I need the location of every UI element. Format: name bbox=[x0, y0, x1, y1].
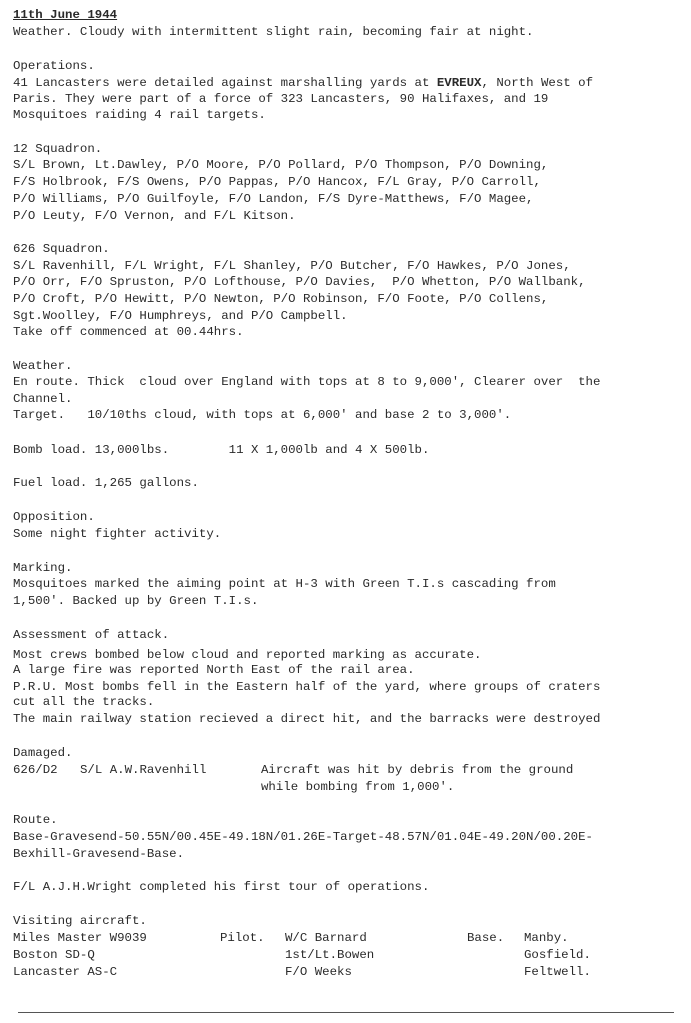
opposition-heading: Opposition. bbox=[13, 510, 95, 524]
squadron-626-crew-line: P/O Croft, P/O Hewitt, P/O Newton, P/O Robinson, F/O Foote, P/O Collens, bbox=[13, 292, 549, 306]
assessment-line: P.R.U. Most bombs fell in the Eastern half of the yard, where groups of craters bbox=[13, 680, 601, 694]
route-line: Base-Gravesend-50.55N/00.45E-49.18N/01.26E-Target-48.57N/01.04E-49.20N/00.20E- bbox=[13, 830, 593, 844]
squadron-626-heading: 626 Squadron. bbox=[13, 242, 110, 256]
visiting-base: Gosfield. bbox=[524, 948, 591, 962]
squadron-12-crew-line: F/S Holbrook, F/S Owens, P/O Pappas, P/O Hancox, F/L Gray, P/O Carroll, bbox=[13, 175, 541, 189]
assessment-heading: Assessment of attack. bbox=[13, 628, 170, 642]
fuel-load: Fuel load. 1,265 gallons. bbox=[13, 476, 199, 490]
visiting-pilot: 1st/Lt.Bowen bbox=[285, 948, 375, 962]
assessment-line: The main railway station recieved a direct hit, and the barracks were destroyed bbox=[13, 712, 601, 726]
visiting-aircraft-name: Miles Master W9039 bbox=[13, 931, 147, 945]
squadron-12-crew-line: S/L Brown, Lt.Dawley, P/O Moore, P/O Pollard, P/O Thompson, P/O Downing, bbox=[13, 158, 549, 172]
squadron-12-crew-line: P/O Williams, P/O Guilfoyle, F/O Landon, F/S Dyre-Matthews, F/O Magee, bbox=[13, 192, 534, 206]
assessment-line: A large fire was reported North East of the rail area. bbox=[13, 663, 415, 677]
marking-line: 1,500'. Backed up by Green T.I.s. bbox=[13, 594, 259, 608]
visiting-aircraft-name: Boston SD-Q bbox=[13, 948, 95, 962]
operations-line-2: Paris. They were part of a force of 323 Lancasters, 90 Halifaxes, and 19 bbox=[13, 92, 549, 106]
entry-date: 11th June 1944 bbox=[13, 8, 118, 22]
assessment-line: Most crews bombed below cloud and reported marking as accurate. bbox=[13, 648, 482, 662]
weather-summary: Weather. Cloudy with intermittent slight rain, becoming fair at night. bbox=[13, 25, 534, 39]
squadron-626-crew-line: P/O Orr, F/O Spruston, P/O Lofthouse, P/O Davies, P/O Whetton, P/O Wallbank, bbox=[13, 275, 586, 289]
assessment-line: cut all the tracks. bbox=[13, 695, 155, 709]
operations-line-1: 41 Lancasters were detailed against marshalling yards at EVREUX, North West of bbox=[13, 76, 594, 90]
route-line: Bexhill-Gravesend-Base. bbox=[13, 847, 185, 861]
squadron-12-crew-line: P/O Leuty, F/O Vernon, and F/L Kitson. bbox=[13, 209, 296, 223]
tour-completion-note: F/L A.J.H.Wright completed his first tour of operations. bbox=[13, 880, 430, 894]
take-off-time: Take off commenced at 00.44hrs. bbox=[13, 325, 244, 339]
marking-heading: Marking. bbox=[13, 561, 73, 575]
route-heading: Route. bbox=[13, 813, 58, 827]
marking-line: Mosquitoes marked the aiming point at H-3 with Green T.I.s cascading from bbox=[13, 577, 556, 591]
bomb-load: Bomb load. 13,000lbs. 11 X 1,000lb and 4 X 500lb. bbox=[13, 443, 430, 457]
visiting-pilot: F/O Weeks bbox=[285, 965, 352, 979]
weather-heading: Weather. bbox=[13, 359, 73, 373]
opposition-text: Some night fighter activity. bbox=[13, 527, 222, 541]
operations-line-3: Mosquitoes raiding 4 rail targets. bbox=[13, 108, 266, 122]
damaged-note-cont: while bombing from 1,000'. bbox=[261, 780, 455, 794]
operations-heading: Operations. bbox=[13, 59, 95, 73]
visiting-aircraft-heading: Visiting aircraft. bbox=[13, 914, 147, 928]
weather-target: Target. 10/10ths cloud, with tops at 6,000' and base 2 to 3,000'. bbox=[13, 408, 512, 422]
visiting-aircraft-name: Lancaster AS-C bbox=[13, 965, 118, 979]
damaged-note: Aircraft was hit by debris from the ground bbox=[261, 763, 574, 777]
target-name: EVREUX bbox=[436, 76, 482, 90]
weather-en-route: En route. Thick cloud over England with tops at 8 to 9,000', Clearer over the bbox=[13, 375, 601, 389]
squadron-626-crew-line: S/L Ravenhill, F/L Wright, F/L Shanley, P/O Butcher, F/O Hawkes, P/O Jones, bbox=[13, 259, 571, 273]
base-label: Base. bbox=[467, 931, 505, 945]
weather-en-route-cont: Channel. bbox=[13, 392, 73, 406]
visiting-pilot: W/C Barnard bbox=[285, 931, 367, 945]
visiting-base: Feltwell. bbox=[524, 965, 591, 979]
damaged-pilot: S/L A.W.Ravenhill bbox=[80, 763, 207, 777]
damaged-heading: Damaged. bbox=[13, 746, 73, 760]
squadron-12-heading: 12 Squadron. bbox=[13, 142, 103, 156]
pilot-label: Pilot. bbox=[220, 931, 265, 945]
page-divider bbox=[18, 1012, 674, 1013]
damaged-aircraft: 626/D2 bbox=[13, 763, 58, 777]
squadron-626-crew-line: Sgt.Woolley, F/O Humphreys, and P/O Campbell. bbox=[13, 309, 348, 323]
visiting-base: Manby. bbox=[524, 931, 569, 945]
